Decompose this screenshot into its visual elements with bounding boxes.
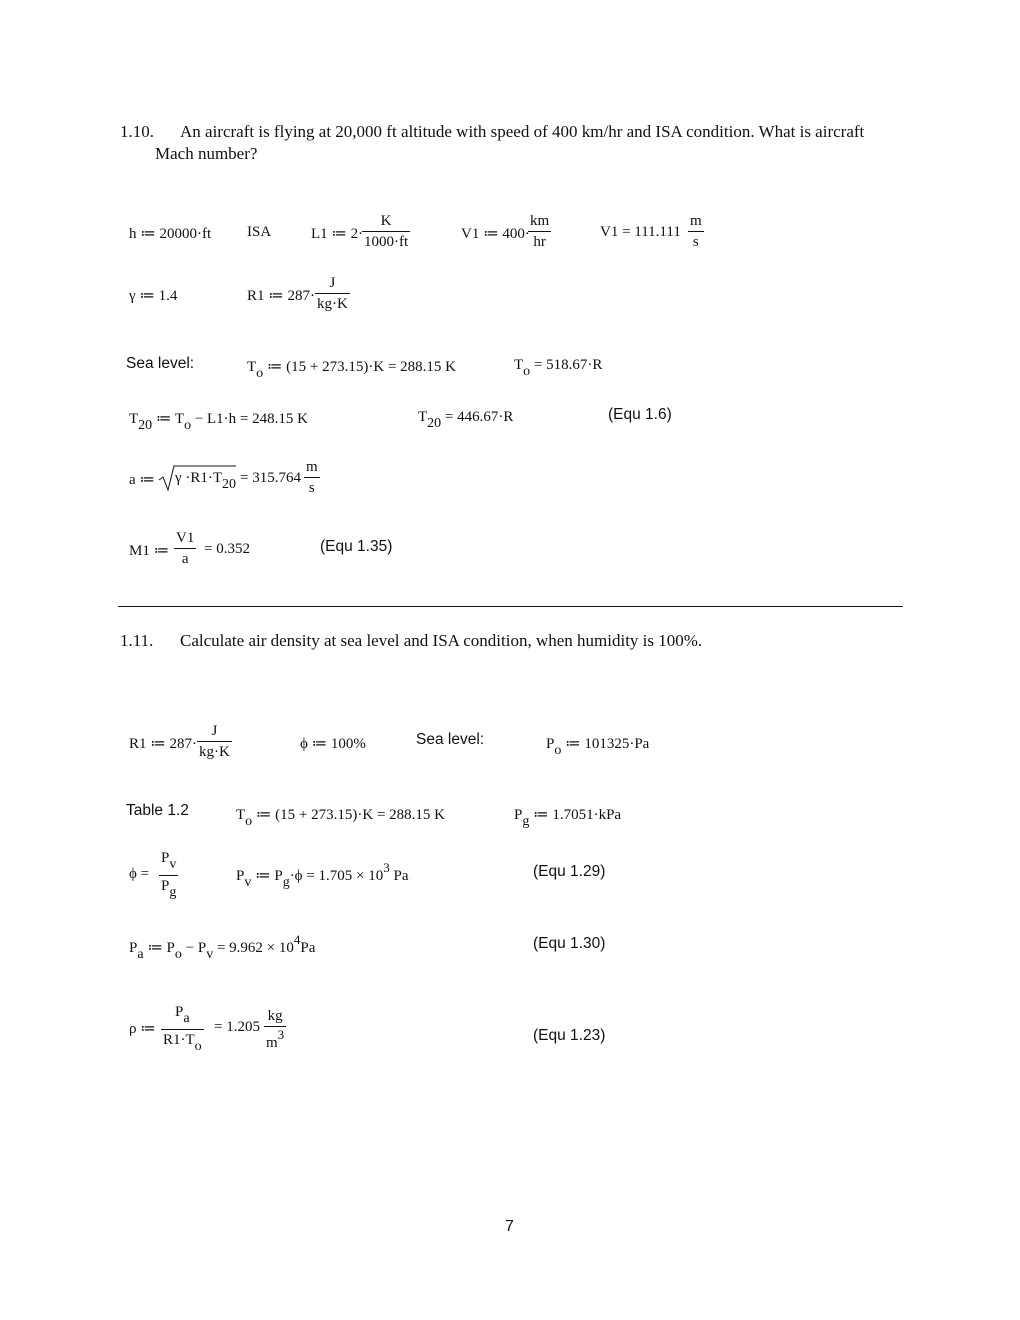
equation-reference: (Equ 1.30) — [533, 935, 606, 952]
superscript: 3 — [277, 1027, 285, 1042]
fraction-denominator: 1000·ft — [364, 234, 409, 250]
subscript: 20 — [138, 418, 153, 433]
sea-level-label: Sea level: — [126, 355, 195, 372]
subscript: a — [183, 1011, 190, 1026]
superscript: 3 — [383, 860, 390, 875]
problem-1-11-text: Calculate air density at sea level and ISA condition, when humidity is 100%. — [180, 631, 703, 650]
eq-h-definition: h ≔ 20000·ft — [129, 226, 212, 242]
fraction-denominator: kg·K — [317, 296, 348, 312]
expression: ≔ 1.7051·kPa — [533, 807, 622, 823]
expression: − P — [185, 940, 207, 956]
symbol: P — [236, 868, 245, 884]
subscript: g — [522, 814, 530, 829]
expression: ≔ T — [155, 411, 185, 427]
subscript: o — [174, 947, 182, 962]
eq-t20-rankine — [418, 409, 514, 431]
subscript: a — [137, 947, 144, 962]
eq-v1-lhs: V1 ≔ 400· — [461, 226, 530, 242]
eq-gamma-definition: γ ≔ 1.4 — [129, 288, 178, 304]
problem-1-10-text-cont: Mach number? — [155, 144, 258, 163]
symbol: P — [175, 1004, 184, 1020]
expression: ≔ 101325·Pa — [565, 736, 650, 752]
expression: ≔ P — [255, 868, 283, 884]
subscript: 20 — [427, 416, 442, 431]
subscript: o — [245, 814, 253, 829]
page-number: 7 — [505, 1218, 514, 1235]
expression: ≔ P — [147, 940, 175, 956]
superscript: 4 — [293, 932, 301, 947]
symbol: P — [129, 940, 138, 956]
subscript: g — [282, 875, 290, 890]
eq-pa-definition — [129, 932, 316, 962]
eq-phi-definition: ϕ ≔ 100% — [300, 736, 366, 752]
eq-phi-fraction — [159, 848, 178, 900]
eq-a-lhs: a ≔ — [129, 472, 155, 488]
expression: R1·T — [163, 1032, 195, 1048]
fraction-denominator: s — [308, 480, 315, 496]
subscript: o — [256, 366, 264, 381]
subscript: 20 — [222, 477, 237, 492]
expression: ≔ (15 + 273.15)·K = 288.15 K — [255, 807, 445, 823]
symbol: T — [247, 359, 257, 375]
subscript: o — [554, 743, 562, 758]
subscript: v — [244, 875, 252, 890]
fraction-numerator: V1 — [176, 530, 195, 546]
eq-m1-lhs: M1 ≔ — [129, 543, 170, 559]
expression: γ ·R1·T — [175, 470, 223, 486]
problem-1-11-number: 1.11. — [120, 631, 154, 650]
symbol: T — [418, 409, 428, 425]
symbol: P — [161, 878, 170, 894]
problem-1-10-text: An aircraft is flying at 20,000 ft altitude with speed of 400 km/hr and ISA condition. What is aircraft — [180, 122, 865, 141]
eq-r1-lhs: R1 ≔ 287· — [247, 288, 315, 304]
subscript: o — [194, 1039, 202, 1054]
subscript: o — [523, 364, 531, 379]
fraction-numerator — [161, 1002, 204, 1026]
eq-a-unit — [304, 457, 320, 498]
expression: − L1·h = 248.15 K — [194, 411, 308, 427]
expression: = 518.67·R — [533, 357, 603, 373]
unit: Pa — [300, 940, 316, 956]
symbol: T — [514, 357, 524, 373]
fraction-numerator: kg — [267, 1008, 283, 1024]
fraction-denominator: hr — [533, 234, 546, 250]
isa-label: ISA — [247, 224, 272, 240]
eq-to-definition — [236, 805, 445, 829]
fraction-denominator — [264, 1027, 286, 1053]
eq-a-result: = 315.764 — [240, 470, 301, 486]
eq-l1-fraction — [362, 211, 410, 252]
eq-rho-fraction — [161, 1002, 204, 1054]
expression: ·ϕ = 1.705 × 10 — [289, 868, 384, 884]
unit: m — [266, 1035, 278, 1051]
fraction-numerator: J — [211, 723, 218, 739]
symbol: P — [514, 807, 523, 823]
eq-rho-lhs: ρ ≔ — [129, 1021, 156, 1037]
problem-1-10-number: 1.10. — [120, 122, 154, 141]
section-divider — [118, 606, 903, 607]
fraction-denominator: s — [692, 234, 699, 250]
eq-v1-result-unit — [688, 211, 704, 252]
table-reference-label: Table 1.2 — [126, 802, 189, 819]
expression: = 9.962 × 10 — [216, 940, 294, 956]
eq-m1-fraction — [174, 528, 196, 569]
eq-v1-fraction — [528, 211, 551, 252]
eq-r1-fraction — [315, 273, 350, 314]
eq-to-rankine — [514, 357, 603, 379]
fraction-numerator: km — [530, 213, 550, 229]
symbol: T — [236, 807, 246, 823]
eq-rho-unit — [264, 1006, 286, 1053]
symbol: P — [546, 736, 555, 752]
fraction-denominator — [161, 1030, 204, 1054]
fraction-denominator: a — [181, 551, 189, 567]
equation-reference: (Equ 1.23) — [533, 1027, 606, 1044]
subscript: g — [169, 885, 177, 900]
fraction-numerator: J — [329, 275, 336, 291]
eq-l1-lhs: L1 ≔ 2· — [311, 226, 364, 242]
equation-reference: (Equ 1.29) — [533, 863, 606, 880]
fraction-numerator — [159, 848, 178, 872]
eq-po-definition — [546, 734, 650, 758]
sea-level-label: Sea level: — [416, 731, 485, 748]
eq-phi-lhs: ϕ = — [129, 866, 150, 882]
expression: = 446.67·R — [444, 409, 514, 425]
expression: ≔ (15 + 273.15)·K = 288.15 K — [266, 359, 456, 375]
unit: Pa — [393, 868, 409, 884]
eq-pg-definition — [514, 805, 622, 829]
eq-rho-result: = 1.205 — [214, 1019, 260, 1035]
eq-r1-fraction — [197, 721, 232, 762]
eq-pv-definition — [236, 860, 409, 890]
eq-r1-lhs: R1 ≔ 287· — [129, 736, 197, 752]
eq-a-radicand — [175, 470, 237, 492]
subscript: o — [184, 418, 192, 433]
eq-to-definition — [247, 357, 456, 381]
fraction-denominator — [159, 876, 178, 900]
symbol: P — [161, 850, 170, 866]
eq-m1-result: = 0.352 — [204, 541, 250, 557]
eq-v1-result: V1 = 111.111 — [600, 224, 681, 240]
fraction-numerator: m — [306, 459, 318, 475]
subscript: v — [169, 857, 177, 872]
fraction-denominator: kg·K — [199, 744, 230, 760]
fraction-numerator: m — [690, 213, 702, 229]
symbol: T — [129, 411, 139, 427]
equation-reference: (Equ 1.6) — [608, 406, 672, 423]
equation-reference: (Equ 1.35) — [320, 538, 393, 555]
eq-t20-definition — [129, 409, 308, 433]
fraction-numerator: K — [380, 213, 392, 229]
subscript: v — [206, 947, 214, 962]
